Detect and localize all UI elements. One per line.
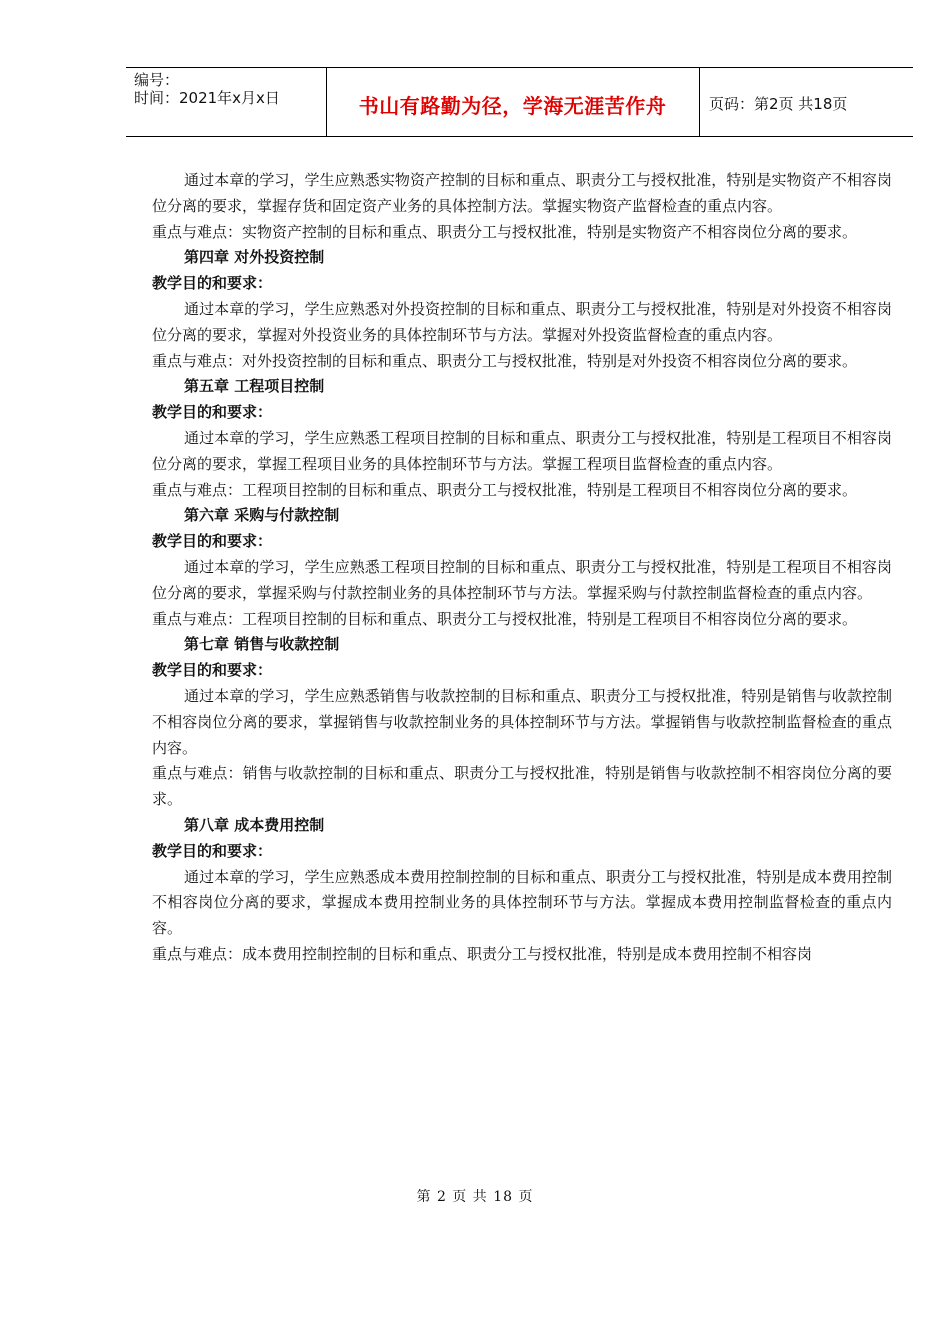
document-time-label: 时间：2021年x月x日 [134, 89, 280, 107]
chapter-key-points: 重点与难点：销售与收款控制的目标和重点、职责分工与授权批准，特别是销售与收款控制不相容岗位分离的要求。 [152, 764, 892, 809]
chapter-title: 第六章 采购与付款控制 [184, 506, 340, 525]
objective-heading: 教学目的和要求： [152, 274, 273, 293]
intro-key-points: 重点与难点：实物资产控制的目标和重点、职责分工与授权批准，特别是实物资产不相容岗位分离的要求。 [152, 222, 858, 241]
chapter-section [152, 374, 892, 503]
header-motto: 书山有路勤为径，学海无涯苦作舟 [358, 94, 667, 118]
document-body [152, 168, 892, 968]
chapter-title: 第五章 工程项目控制 [184, 377, 325, 396]
objective-heading: 教学目的和要求： [152, 841, 273, 860]
chapter-key-points: 重点与难点：工程项目控制的目标和重点、职责分工与授权批准，特别是工程项目不相容岗位分离的要求。 [152, 480, 858, 499]
chapter-title: 第七章 销售与收款控制 [184, 635, 340, 654]
chapter-section [152, 245, 892, 374]
page-header [126, 67, 913, 137]
objective-heading: 教学目的和要求： [152, 403, 273, 422]
chapter-title: 第四章 对外投资控制 [184, 248, 325, 267]
chapter-objective: 通过本章的学习，学生应熟悉成本费用控制控制的目标和重点、职责分工与授权批准，特别是成本费用控制不相容岗位分离的要求，掌握成本费用控制业务的具体控制环节与方法。掌握成本费用控制监督检查的重点内容。 [152, 867, 892, 938]
chapter-section [152, 813, 892, 968]
intro-objective: 通过本章的学习，学生应熟悉实物资产控制的目标和重点、职责分工与授权批准，特别是实物资产不相容岗位分离的要求，掌握存货和固定资产业务的具体控制方法。掌握实物资产监督检查的重点内容。 [152, 171, 892, 215]
chapter-key-points: 重点与难点：工程项目控制的目标和重点、职责分工与授权批准，特别是工程项目不相容岗位分离的要求。 [152, 609, 858, 628]
header-divider [699, 68, 700, 136]
objective-heading: 教学目的和要求： [152, 661, 273, 680]
header-meta [134, 71, 280, 107]
header-page-number: 页码：第2页 共18页 [709, 95, 848, 113]
chapter-objective: 通过本章的学习，学生应熟悉对外投资控制的目标和重点、职责分工与授权批准，特别是对外投资不相容岗位分离的要求，掌握对外投资业务的具体控制环节与方法。掌握对外投资监督检查的重点内容。 [152, 299, 892, 344]
objective-heading: 教学目的和要求： [152, 532, 273, 551]
chapter-title: 第八章 成本费用控制 [184, 815, 325, 834]
chapter-section [152, 503, 892, 632]
chapter-objective: 通过本章的学习，学生应熟悉工程项目控制的目标和重点、职责分工与授权批准，特别是工程项目不相容岗位分离的要求，掌握采购与付款控制业务的具体控制环节与方法。掌握采购与付款控制监督检查的重点内容。 [152, 557, 892, 602]
chapter-objective: 通过本章的学习，学生应熟悉工程项目控制的目标和重点、职责分工与授权批准，特别是工程项目不相容岗位分离的要求，掌握工程项目业务的具体控制环节与方法。掌握工程项目监督检查的重点内容。 [152, 428, 892, 473]
page-footer: 第 2 页 共 18 页 [416, 1189, 534, 1205]
chapter-section [152, 632, 892, 813]
chapter-objective: 通过本章的学习，学生应熟悉销售与收款控制的目标和重点、职责分工与授权批准，特别是销售与收款控制不相容岗位分离的要求，掌握销售与收款控制业务的具体控制环节与方法。掌握销售与收款控制监督检查的重点内容。 [152, 686, 892, 757]
document-number-label: 编号： [134, 71, 180, 89]
chapter-key-points: 重点与难点：成本费用控制控制的目标和重点、职责分工与授权批准，特别是成本费用控制不相容岗 [152, 944, 813, 963]
chapter-key-points: 重点与难点：对外投资控制的目标和重点、职责分工与授权批准，特别是对外投资不相容岗位分离的要求。 [152, 351, 858, 370]
